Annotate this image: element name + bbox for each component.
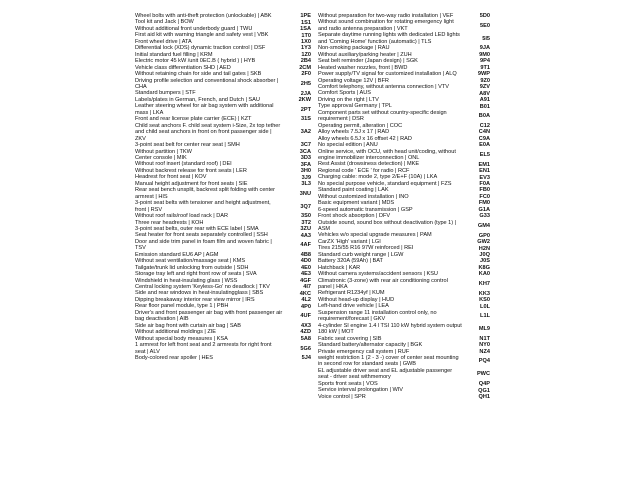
option-code: F0A — [479, 180, 490, 187]
option-code: 1PE — [300, 12, 311, 19]
option-description: Rear floor panel module, type 1 | PBH — [135, 303, 229, 310]
option-code: PQ4 — [478, 358, 490, 365]
option-code: KS0 — [479, 296, 490, 303]
option-row — [135, 200, 313, 213]
option-row — [318, 355, 492, 368]
option-description: weight restriction 1 (2 - 3 -) cover of center seat mounting in second row for standard seats | GWB — [318, 355, 459, 368]
option-code: G33 — [479, 213, 490, 220]
option-code: 3FA — [300, 161, 311, 168]
option-description: Seat belt reminder (Japan design) | SGK — [318, 58, 418, 65]
option-description: Comfort Sports | AUS — [318, 90, 371, 97]
option-code: 4AF — [300, 242, 311, 249]
option-description: Private emergency call system | RUF — [318, 348, 410, 355]
option-description: Without auxiliary/parking heater | ZUH — [318, 51, 412, 58]
option-code: 4E3 — [301, 271, 311, 278]
option-description: No special edition | ANU — [318, 142, 378, 149]
option-code: 1T0 — [301, 32, 311, 39]
option-code: 4E0 — [301, 264, 311, 271]
option-row — [318, 149, 492, 162]
option-code: C4N — [478, 129, 490, 136]
option-code: 2PT — [300, 106, 311, 113]
option-description: First aid kit with warning triangle and safety vest | VBK — [135, 32, 269, 39]
option-description: Without preparation for two-way radio installation | VEF — [318, 13, 454, 19]
option-description: Operating voltage 12V | BFR — [318, 77, 389, 84]
option-code: H2N — [478, 245, 490, 252]
option-code: 4A3 — [300, 232, 311, 239]
option-description: Wheel bolts with anti-theft protection (unlockable) | ABK — [135, 13, 272, 19]
option-code: L0L — [480, 303, 490, 310]
option-description: Front shock absorption | DFV — [318, 213, 391, 220]
option-description: Component parts set without country-specific design requirement | DSR — [318, 109, 447, 123]
option-description: Driver's and front passenger air bag with front passenger air bag deactivation | AIB — [135, 309, 283, 323]
option-code: 3T2 — [301, 219, 311, 226]
option-description: Dipping breakaway interior rear view mirror | IRS — [135, 296, 255, 303]
option-code: E0A — [479, 142, 490, 149]
option-code: 9Z0 — [480, 77, 490, 84]
option-description: Standard curb weight range | LGW — [318, 251, 404, 258]
option-code: 9ZV — [479, 83, 490, 90]
option-code: 2B4 — [300, 58, 311, 65]
option-description: Suspension range 11 installation control only, no requirement/forecast | GKV — [318, 309, 437, 323]
option-row — [318, 310, 492, 323]
option-code: 5I5 — [482, 35, 490, 42]
option-description: Type approval Germany | TPL — [318, 103, 392, 110]
option-code: 2H5 — [300, 80, 311, 87]
option-code: 4L2 — [301, 296, 311, 303]
option-code: 4KC — [299, 290, 311, 297]
option-code: 31S — [301, 116, 311, 123]
option-description: Non-smoking package | RAU — [318, 45, 390, 52]
option-code: GM4 — [477, 222, 490, 229]
option-description: Manual height adjustment for front seats | SIE — [135, 180, 248, 187]
option-code: KK3 — [478, 290, 490, 297]
option-description: Charging cable: mode 2, type 2/E+F (10A) | LKA — [318, 174, 438, 181]
option-code: 5J4 — [301, 355, 311, 362]
option-code: 4P0 — [301, 303, 311, 310]
option-description: Basic equipment variant | MDS — [318, 200, 395, 207]
option-description: Central locking system 'Keyless-Go' no deadlock | TKV — [135, 284, 270, 291]
option-description: Climatronic (3-zone) with rear air conditioning control panel | HKA — [318, 277, 448, 291]
option-description: Rear seat bench unsplit, backrest split folding with center armrest | HIS — [135, 187, 275, 200]
option-code: 5E0 — [480, 22, 490, 29]
option-description: Center console | MIK — [135, 154, 187, 161]
option-description: Initial standard fuel filling | KRM — [135, 51, 213, 58]
option-row — [135, 187, 313, 200]
option-description: Comfort telephony, without antenna connection | VTV — [318, 83, 449, 90]
option-description: Regional code ' ECE ' for radio | RCF — [318, 167, 410, 174]
option-code: J0S — [480, 258, 490, 265]
option-description: Without additional front underbody guard | TWU — [135, 25, 253, 32]
option-description: Without additional moldings | ZIE — [135, 329, 217, 336]
option-row — [318, 110, 492, 123]
option-description: 3-point seat belts, outer rear with ECE label | SMA — [135, 225, 259, 232]
option-code: 4UF — [300, 313, 311, 320]
option-code: 3D3 — [300, 154, 311, 161]
option-code: 4ZD — [300, 329, 311, 336]
option-description: Standard bumpers | STF — [135, 90, 196, 97]
option-description: Side and rear windows in heat-insulatingglass | SBS — [135, 290, 264, 297]
option-description: CarZX 'High' variant | LGI — [318, 238, 381, 245]
option-code: 3H0 — [300, 167, 311, 174]
option-code: EM1 — [478, 161, 490, 168]
option-description: Standard battery/alternator capacity | BGK — [318, 342, 423, 349]
option-description: 6-speed automatic transmission | GSP — [318, 206, 413, 213]
option-code: FC0 — [479, 193, 490, 200]
option-description: Hatchback | KAR — [318, 264, 361, 271]
option-description: Electric motor 45 kW /unit 0EC.B ( hybrid ) | HYB — [135, 58, 256, 65]
option-row — [135, 342, 313, 355]
option-code: 4B8 — [300, 251, 311, 258]
option-description: 3-point seat belt for center rear seat | SMH — [135, 142, 240, 149]
option-description: Alloy wheels 7.5J x 17 | RAD — [318, 129, 390, 136]
option-code: 3NU — [299, 190, 311, 197]
option-description: Without partition | TKW — [135, 148, 192, 155]
option-code: GP0 — [478, 232, 490, 239]
option-code: 3J9 — [301, 174, 311, 181]
option-code: C12 — [479, 122, 490, 129]
option-row — [135, 78, 313, 91]
option-description: Online service, with OCU, with head unit/coding, without engine immobilizer interconnection | ONL — [318, 148, 456, 161]
option-code: 9M0 — [479, 51, 490, 58]
option-row — [318, 368, 492, 381]
option-description: Windshield in heat-insulating glass | WSS — [135, 277, 238, 284]
option-code: 2CM — [299, 64, 311, 71]
option-code: FB0 — [479, 187, 490, 194]
option-code: 4D0 — [300, 258, 311, 265]
option-code: 1Z0 — [301, 51, 311, 58]
option-code: 9WP — [477, 71, 490, 78]
option-code: 3A2 — [300, 129, 311, 136]
option-code: 5A8 — [300, 335, 311, 342]
option-description: Tires 215/55 R16 97W reinforced | REI — [318, 245, 414, 252]
option-code: K8G — [478, 264, 490, 271]
option-code: 4GF — [300, 277, 311, 284]
option-description: Front wheel drive | ATA — [135, 38, 192, 45]
option-row — [318, 19, 492, 32]
option-description: Without camera systems/accident sensors | KSU — [318, 271, 438, 278]
option-description: Heated washer nozzles, front | BWD — [318, 64, 408, 71]
option-code: 3S0 — [301, 213, 311, 220]
option-code: B01 — [479, 103, 490, 110]
option-description: Battery 320A (59Ah) | BAT — [318, 258, 383, 265]
option-code: 3Q7 — [300, 203, 311, 210]
option-description: 3-point seat belts with tensioner and height adjustment, front | RSV — [135, 200, 271, 213]
option-code: 2F0 — [301, 71, 311, 78]
option-code: 1S1 — [301, 19, 311, 26]
option-code: 4X3 — [301, 322, 311, 329]
option-code: FM0 — [478, 200, 490, 207]
option-code: EN1 — [479, 167, 490, 174]
option-description: Separate daytime running lights with dedicated LED lights and 'Coming Home' function (automatic) | TLS — [318, 32, 460, 45]
option-description: 4-cylinder SI engine 1.4 l TSI 110 kW hybrid system output 180 kW | MOT — [318, 322, 462, 336]
option-description: Leather steering wheel for air bag system with additional mass | LKA — [135, 103, 274, 116]
option-description: Differential lock (XDS) dynamic traction control | DSF — [135, 45, 266, 52]
option-description: Vehicles w/o special upgrade measures | PAM — [318, 232, 432, 239]
option-code: 3CA — [299, 148, 311, 155]
option-code: KA0 — [478, 271, 490, 278]
option-description: Fabric seat covering | SIB — [318, 335, 382, 342]
option-description: Without customized installation | INO — [318, 193, 409, 200]
option-code: N1T — [479, 335, 490, 342]
option-row — [318, 278, 492, 291]
option-code: EL5 — [479, 151, 490, 158]
option-row — [135, 310, 313, 323]
option-code: KH7 — [478, 280, 490, 287]
option-code: B0A — [478, 113, 490, 120]
option-code: A8V — [479, 90, 490, 97]
option-code: J0Q — [479, 251, 490, 258]
option-code: 2KW — [298, 96, 311, 103]
option-description: Sports front seats | VOS — [318, 380, 378, 387]
option-description: Without backrest release for front seats | LER — [135, 167, 247, 174]
option-description: Without head-up display | HUD — [318, 296, 395, 303]
option-description: Without roof insert (standard roof) | DEI — [135, 161, 232, 168]
option-description: Headrest for front seat | KOV — [135, 174, 207, 181]
option-description: Storage tray left and right front row of seats | SVA — [135, 271, 257, 278]
option-code: C9A — [478, 135, 490, 142]
option-description: Vehicle class differentiation SHD | AED — [135, 64, 231, 71]
option-code: G1A — [478, 206, 490, 213]
option-code: 1X0 — [301, 38, 311, 45]
option-code: A91 — [479, 96, 490, 103]
option-description: Child seat anchors F. child seat system i-Size, 2x top tether and child seat anchors in front on front passenger side | ZKV — [135, 122, 281, 142]
option-row — [135, 103, 313, 116]
option-description: Emission standard EU6 AP | AGM — [135, 251, 219, 258]
option-code: L1L — [480, 313, 490, 320]
option-code: NZ4 — [479, 348, 490, 355]
option-code: ML9 — [478, 325, 490, 332]
option-description: Driving on the right | LTV — [318, 96, 379, 103]
option-code: QG1 — [478, 387, 490, 394]
option-description: Left-hand drive vehicle | LEA — [318, 303, 389, 310]
option-description: Seat heater for front seats separately controlled | SSH — [135, 232, 268, 239]
option-description: Tailgate/trunk lid unlocking from outside | SDH — [135, 264, 249, 271]
option-row — [318, 220, 492, 233]
option-description: Side air bag front with curtain air bag | SAB — [135, 322, 241, 329]
option-description: Refrigerant R1234yf | KUM — [318, 290, 385, 297]
option-code: 3C7 — [300, 142, 311, 149]
option-description: Body-colored rear spoiler | HES — [135, 355, 213, 362]
option-code: QH1 — [478, 393, 490, 400]
option-description: Without roof rails/roof load rack | DAR — [135, 213, 229, 220]
option-row — [135, 239, 313, 252]
option-description: Tool kit and Jack | BOW — [135, 19, 194, 26]
option-row — [135, 123, 313, 142]
option-code: 3L3 — [301, 180, 311, 187]
option-description: Power supply/TV signal for customized installation | ALQ — [318, 71, 457, 78]
option-code: 5G6 — [300, 345, 311, 352]
option-description: Door and side trim panel in foam film and woven fabric | TSV — [135, 238, 272, 252]
option-description: Without special body measures | KSA — [135, 335, 228, 342]
option-description: No special purpose vehicle, standard equipment | FZS — [318, 180, 452, 187]
option-code: NY0 — [479, 342, 490, 349]
option-description: Outside sound, sound box without deactivation (type 1) | ASM — [318, 219, 457, 232]
option-code: GW2 — [477, 238, 490, 245]
option-code: 9JA — [479, 45, 490, 52]
option-description: Without seat ventilation/massage seat | KMS — [135, 258, 246, 265]
option-code: EV3 — [479, 174, 490, 181]
option-description: Standard paint coating | LAK — [318, 187, 389, 194]
option-description: Service interval prolongation | WIV — [318, 387, 404, 394]
option-description: Three rear headrests | KOH — [135, 219, 204, 226]
option-code: Q4P — [478, 380, 490, 387]
option-row — [318, 32, 492, 45]
option-description: Rest Assist (drowsiness detection) | MKE — [318, 161, 420, 168]
option-code: 9T1 — [480, 64, 490, 71]
option-description: 1 armrest for left front seat and 2 armrests for right front seat | ALV — [135, 342, 272, 355]
option-code: 4I7 — [303, 284, 311, 291]
option-description: Voice control | SPR — [318, 393, 366, 400]
option-description: Driving profile selection and conventional shock absorber | CHA — [135, 77, 279, 90]
option-code: 1Y3 — [301, 45, 311, 52]
option-code: 1SA — [300, 25, 311, 32]
option-description: Alloy wheels 6.5J x 16 offset 42 | RAD — [318, 135, 412, 142]
option-description: EL adjustable driver seat and EL adjustable passenger seat - driver seat withmemory — [318, 367, 453, 381]
option-row — [135, 355, 313, 361]
option-description: Front and rear license plate carrier (ECE) | KZT — [135, 116, 252, 123]
option-description: Without retaining chain for side and tail gates | SKB — [135, 71, 262, 78]
option-row — [318, 394, 492, 400]
option-description: Operating permit, alteration | COC — [318, 122, 403, 129]
option-code: 5D0 — [479, 12, 490, 19]
option-code: 3ZU — [300, 225, 311, 232]
option-description: Labels/plates in German, French, and Dutch | SAU — [135, 96, 260, 103]
options-column-right — [318, 13, 492, 400]
option-code: PWC — [476, 371, 490, 378]
option-code: 9P4 — [480, 58, 490, 65]
option-description: Without sound combination for rotating emergency light and radio antenna preparation | VKT — [318, 19, 454, 32]
option-row — [318, 323, 492, 336]
option-code: 2JA — [300, 90, 311, 97]
options-column-left — [135, 13, 313, 361]
